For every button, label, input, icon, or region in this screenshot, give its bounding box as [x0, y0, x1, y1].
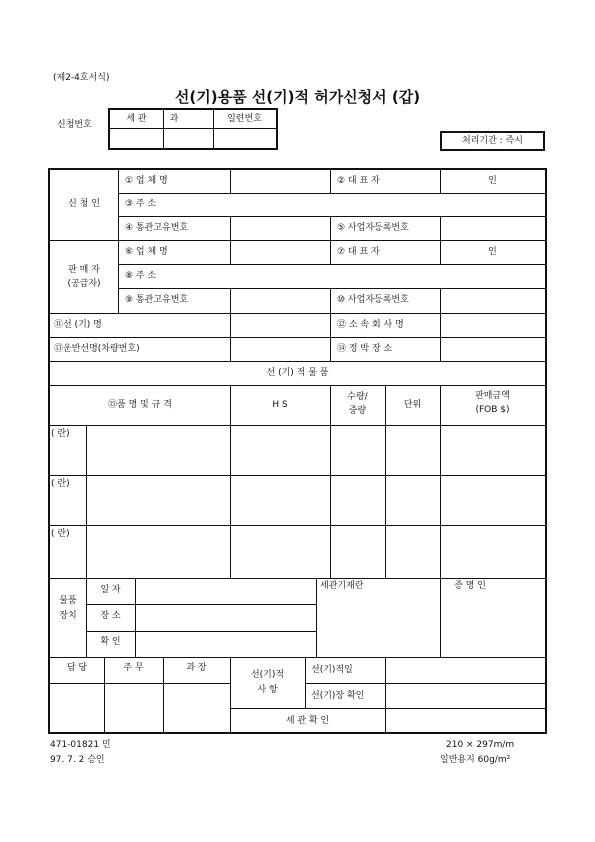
storage-place-input[interactable]	[138, 607, 314, 629]
seller-company-label: ⑥ 업 체 명	[125, 247, 168, 257]
seller-business-no-input[interactable]	[443, 290, 543, 310]
seller-group-label: 판 매 자	[68, 265, 100, 275]
goods-row-label: ( 란)	[51, 529, 70, 539]
anchorage-label: ⑭ 정 박 장 소	[337, 344, 393, 354]
loading-date-label: 선(기)적일	[311, 665, 353, 675]
affiliated-company-input[interactable]	[443, 315, 543, 335]
paper-size: 210 × 297m/m	[446, 740, 515, 750]
customs-confirm-input[interactable]	[388, 711, 543, 731]
col-amount: 판매금액	[475, 391, 510, 401]
col-weight: 중량	[348, 406, 367, 416]
in-charge-label: 담 당	[66, 663, 88, 673]
vessel-name-input[interactable]	[233, 315, 328, 335]
storage-confirm-label: 확 인	[100, 637, 121, 647]
applicant-customs-id-input[interactable]	[233, 218, 328, 238]
seller-company-input[interactable]	[233, 243, 328, 263]
captain-confirm-input[interactable]	[388, 686, 543, 706]
applicant-business-no-label: ⑤ 사업자등록번호	[337, 223, 409, 233]
transport-vessel-label: ⑬운반선명(차량번호)	[54, 344, 140, 354]
officer-label: 주 무	[123, 663, 144, 673]
col-item-spec: ⑮품 명 및 규 격	[108, 400, 172, 410]
seller-customs-id-input[interactable]	[233, 290, 328, 310]
seller-seal-mark: 인	[488, 247, 497, 257]
applicant-address-input[interactable]	[233, 195, 543, 215]
applicant-representative-label: ② 대 표 자	[337, 176, 380, 186]
transport-vessel-input[interactable]	[233, 339, 328, 359]
vessel-name-label: ⑪선 (기) 명	[54, 320, 102, 330]
storage-date-input[interactable]	[138, 580, 314, 602]
serial-header: 일련번호	[227, 114, 262, 124]
loading-date-input[interactable]	[388, 660, 543, 681]
storage-confirm-input[interactable]	[138, 633, 314, 655]
applicant-company-input[interactable]	[233, 172, 328, 192]
seller-group-sublabel: (공급자)	[67, 279, 101, 289]
loading-matters-label: 선(기)적	[250, 670, 285, 680]
form-code: (제2-4호서식)	[53, 73, 110, 83]
col-hs: H S	[272, 400, 288, 410]
goods-row-1[interactable]	[88, 427, 543, 473]
applicant-company-label: ① 업 체 명	[125, 176, 168, 186]
col-amount-fob: (FOB $)	[475, 405, 510, 415]
col-qty: 수량/	[347, 392, 368, 402]
customs-entry-label: 세관기재란	[320, 581, 364, 591]
seller-business-no-label: ⑩ 사업자등록번호	[337, 295, 409, 305]
serial-input[interactable]	[216, 131, 274, 146]
anchorage-input[interactable]	[443, 339, 543, 359]
section-chief-label: 과 장	[186, 663, 207, 673]
col-unit: 단위	[403, 400, 422, 410]
customs-confirm-label: 세 관 확 인	[285, 716, 330, 726]
goods-section-title: 선 (기) 적 물 품	[266, 368, 329, 378]
seller-customs-id-label: ⑨ 통관고유번호	[125, 295, 189, 305]
goods-row-label: ( 란)	[51, 429, 70, 439]
form-title: 선(기)용품 선(기)적 허가신청서 (갑)	[174, 88, 421, 106]
storage-group-sublabel: 장치	[59, 611, 77, 621]
seller-address-label: ⑧ 주 소	[125, 271, 157, 281]
seller-representative-label: ⑦ 대 표 자	[337, 247, 380, 257]
applicant-address-label: ③ 주 소	[125, 199, 157, 209]
goods-row-label: ( 란)	[51, 479, 70, 489]
dept-header: 과	[169, 114, 179, 124]
loading-matters-sublabel: 사 항	[257, 685, 278, 695]
paper-weight: 일반용지 60g/m²	[440, 755, 511, 765]
form-number: 471-01821 민	[50, 740, 111, 750]
captain-confirm-label: 선(기)장 확인	[311, 691, 365, 701]
application-number-label: 신청번호	[57, 120, 92, 130]
customs-input[interactable]	[112, 131, 161, 146]
certifier-label: 증 명 인	[454, 581, 486, 591]
processing-time: 처리기간 : 즉시	[462, 136, 523, 146]
applicant-seal-mark: 인	[488, 176, 497, 186]
storage-date-label: 일 자	[100, 585, 121, 595]
storage-place-label: 장 소	[100, 611, 121, 621]
applicant-business-no-input[interactable]	[443, 218, 543, 238]
customs-header: 세 관	[126, 114, 147, 124]
applicant-group-label: 신 청 인	[68, 199, 100, 209]
affiliated-company-label: ⑫ 소 속 회 사 명	[337, 320, 404, 330]
goods-row-2[interactable]	[88, 477, 543, 523]
storage-group-label: 물품	[59, 596, 77, 606]
seller-address-input[interactable]	[233, 266, 543, 286]
applicant-customs-id-label: ④ 통관고유번호	[125, 223, 189, 233]
approval-date: 97. 7. 2 승인	[50, 755, 105, 765]
goods-row-3[interactable]	[88, 527, 543, 576]
dept-input[interactable]	[166, 131, 211, 146]
